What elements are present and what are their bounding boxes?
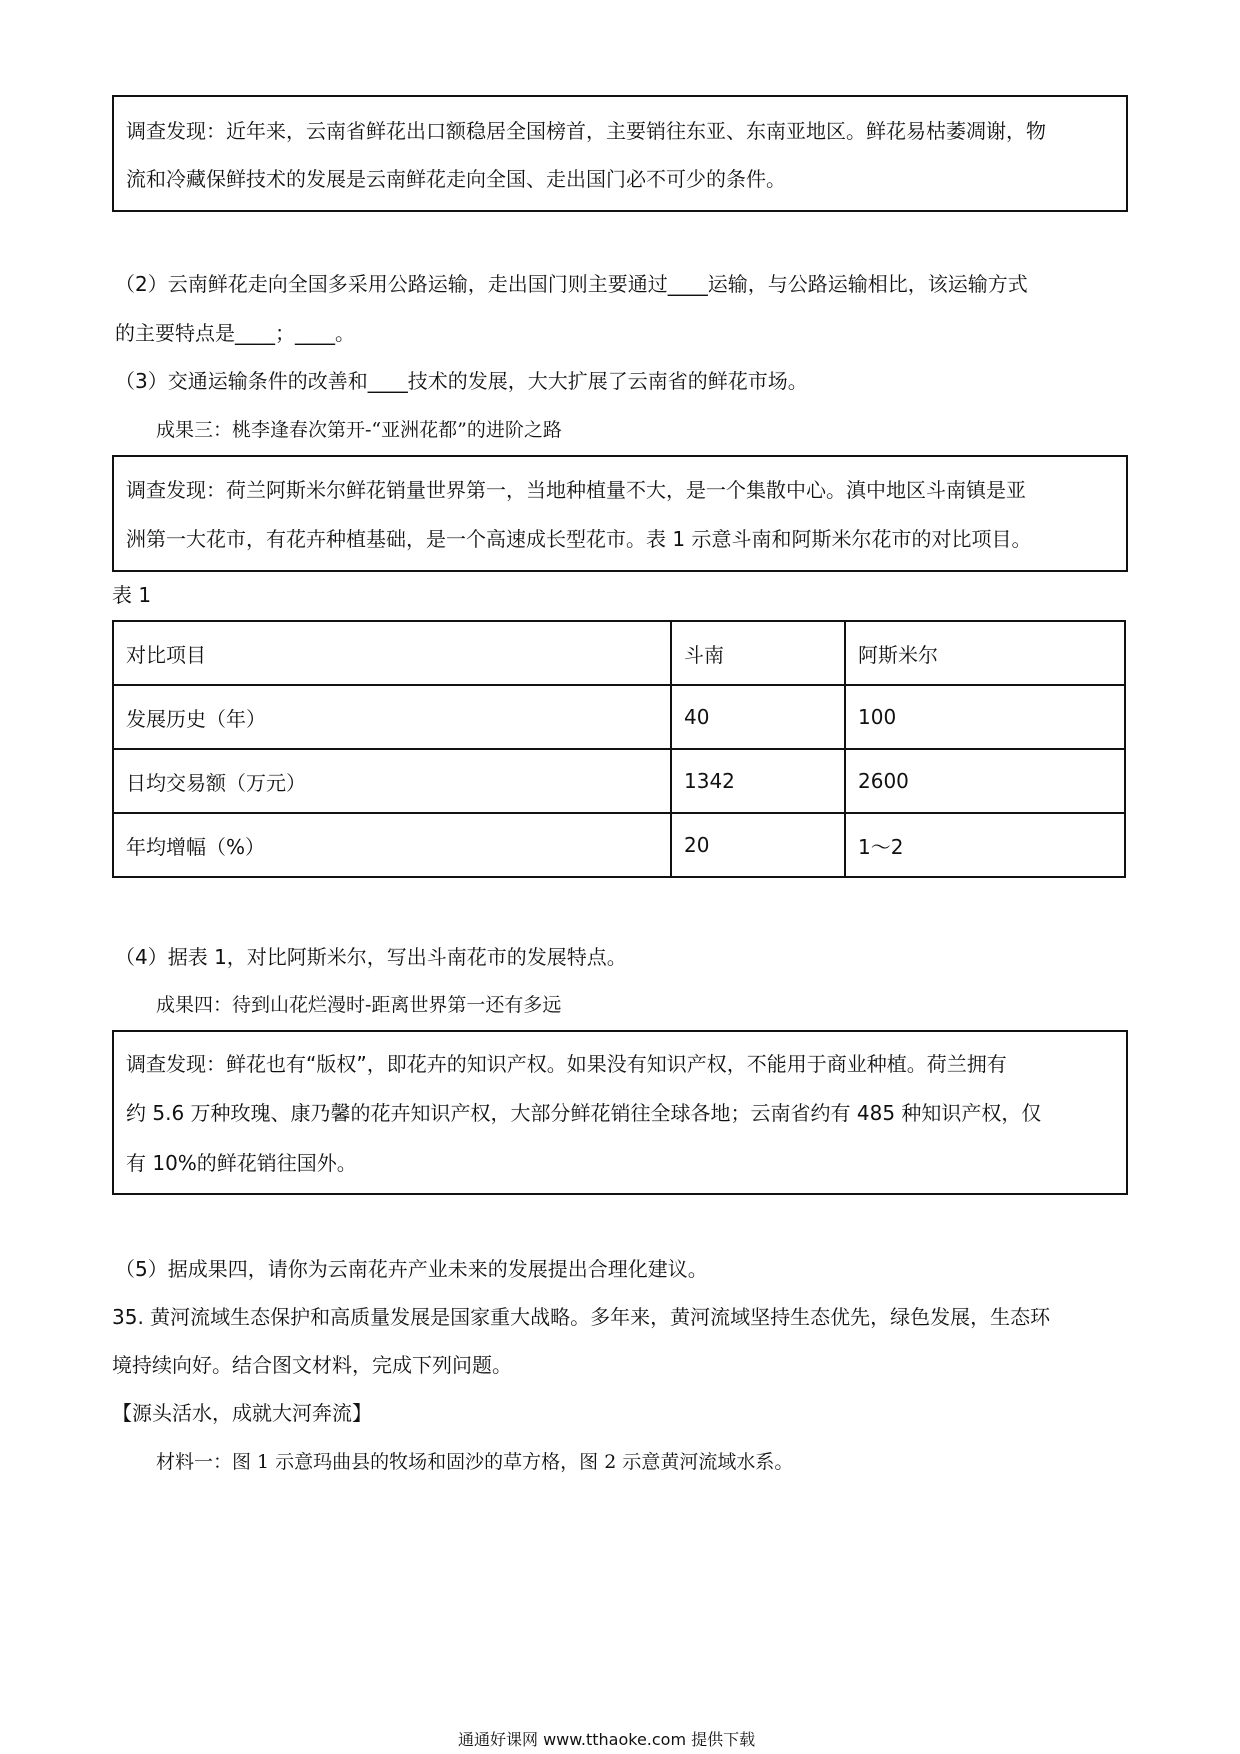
- finding-box-1: [112, 95, 1128, 212]
- table-row: [113, 813, 1125, 877]
- material-1: 材料一：图 1 示意玛曲县的牧场和固沙的草方格，图 2 示意黄河流域水系。: [156, 1451, 794, 1473]
- table-row: [113, 685, 1125, 749]
- table-header-row: [113, 621, 1125, 685]
- question-3: （3）交通运输条件的改善和____技术的发展，大大扩展了云南省的鲜花市场。: [115, 369, 808, 393]
- box-line: 约 5.6 万种玫瑰、康乃馨的花卉知识产权，大部分鲜花销往全球各地；云南省约有 485 种知识产权，仅: [126, 1101, 1042, 1125]
- finding-box-3: [112, 1030, 1128, 1195]
- comparison-table: [112, 620, 1126, 878]
- question-2-line: （2）云南鲜花走向全国多采用公路运输，走出国门则主要通过____运输，与公路运输相比，该运输方式: [115, 272, 1028, 296]
- box-line: 洲第一大花市，有花卉种植基础，是一个高速成长型花市。表 1 示意斗南和阿斯米尔花市的对比项目。: [126, 527, 1032, 551]
- box-line: 流和冷藏保鲜技术的发展是云南鲜花走向全国、走出国门必不可少的条件。: [126, 167, 786, 191]
- section-heading: 【源头活水，成就大河奔流】: [112, 1401, 372, 1425]
- question-4: （4）据表 1，对比阿斯米尔，写出斗南花市的发展特点。: [115, 945, 627, 969]
- cell: 发展历史（年）: [113, 685, 671, 749]
- result-3-heading: 成果三：桃李逢春次第开-“亚洲花都”的进阶之路: [156, 419, 562, 441]
- table-caption: 表 1: [112, 583, 152, 607]
- question-2-line: 的主要特点是____；____。: [115, 321, 355, 345]
- box-line: 有 10%的鲜花销往国外。: [126, 1151, 357, 1175]
- cell: 1342: [671, 749, 845, 813]
- question-35-line: 35. 黄河流域生态保护和高质量发展是国家重大战略。多年来，黄河流域坚持生态优先，绿色发展，生态环: [112, 1305, 1051, 1329]
- question-35-line: 境持续向好。结合图文材料，完成下列问题。: [112, 1353, 512, 1377]
- cell: 100: [845, 685, 1125, 749]
- cell: 2600: [845, 749, 1125, 813]
- result-4-heading: 成果四：待到山花烂漫时-距离世界第一还有多远: [156, 994, 562, 1016]
- cell: 1～2: [845, 813, 1125, 877]
- table-row: [113, 749, 1125, 813]
- footer-source: 通通好课网 www.tthaoke.com 提供下载: [458, 1730, 756, 1749]
- header-cell: 对比项目: [113, 621, 671, 685]
- question-5: （5）据成果四，请你为云南花卉产业未来的发展提出合理化建议。: [115, 1257, 708, 1281]
- cell: 20: [671, 813, 845, 877]
- box-line: 调查发现：鲜花也有“版权”，即花卉的知识产权。如果没有知识产权，不能用于商业种植。荷兰拥有: [126, 1052, 1007, 1076]
- finding-box-2: [112, 455, 1128, 572]
- header-cell: 阿斯米尔: [845, 621, 1125, 685]
- cell: 日均交易额（万元）: [113, 749, 671, 813]
- box-line: 调查发现：近年来，云南省鲜花出口额稳居全国榜首，主要销往东亚、东南亚地区。鲜花易枯萎凋谢，物: [126, 119, 1046, 143]
- cell: 年均增幅（%）: [113, 813, 671, 877]
- cell: 40: [671, 685, 845, 749]
- box-line: 调查发现：荷兰阿斯米尔鲜花销量世界第一，当地种植量不大，是一个集散中心。滇中地区斗南镇是亚: [126, 478, 1026, 502]
- header-cell: 斗南: [671, 621, 845, 685]
